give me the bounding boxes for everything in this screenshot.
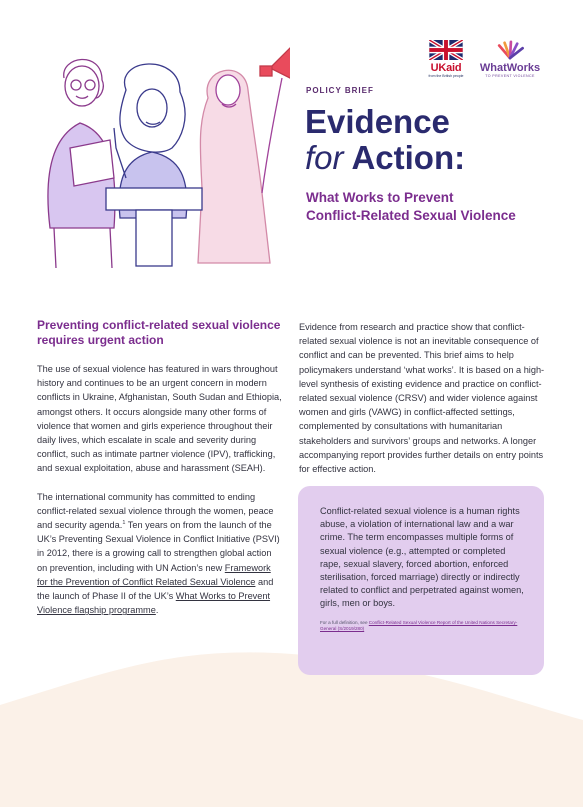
framework-link[interactable]: Framework for the Prevention of Conflict Related Sexual Violence <box>37 562 271 587</box>
union-jack-icon <box>429 40 463 60</box>
commitment-text-a: The international community has committed to ending conflict-related sexual violence through the women, peace and security agenda. <box>37 491 274 531</box>
subtitle-line-1: What Works to Prevent <box>306 190 454 205</box>
page-subtitle <box>306 189 556 225</box>
whatworks-tagline: TO PREVENT VIOLENCE <box>485 74 535 78</box>
title-action: Action: <box>351 139 466 176</box>
whatworks-programme-link[interactable]: What Works to Prevent Violence flagship programme <box>37 591 271 616</box>
definition-callout <box>298 486 544 675</box>
title-line-1: Evidence <box>305 103 450 140</box>
whatworks-logo <box>472 40 548 79</box>
title-line-2 <box>305 140 465 176</box>
page-title <box>305 104 465 176</box>
callout-footnote <box>320 620 524 632</box>
ukaid-name: UKaid <box>430 62 462 74</box>
ukaid-logo <box>428 40 464 79</box>
commitment-text-d: . <box>155 605 159 616</box>
woman-with-megaphone <box>198 46 290 263</box>
commitment-paragraph <box>37 490 282 618</box>
ukaid-tagline: from the British people <box>428 74 464 78</box>
evidence-paragraph: Evidence from research and practice show that conflict-related sexual violence is not an inevitable consequence of conflict and can be prevented. This brief aims to help policymakers understand ‘what works’. It is based on a high-level synthesis of existing evidence and practice on conflict-related sexual violence (CRSV) and wider violence against women and girls (VAWG) in conflict-affected settings, complemented by consultations with humanitarian stakeholders and survivors’ groups and networks. A longer accompanying report provides further details on entry points for effective action. <box>299 322 545 475</box>
commitment-text-b: Ten years on from the launch of the UK’s Preventing Sexual Violence in Conflict Initiative (PSVI) in 2012, there is a growing call to strengthen global action on prevention, including with UN Action’s new <box>37 520 280 573</box>
document-type-label: POLICY BRIEF <box>306 86 374 95</box>
whatworks-sunburst-icon <box>492 40 528 60</box>
women-activists-illustration <box>30 28 290 268</box>
commitment-text-c: and the launch of Phase II of the UK’s <box>37 576 274 602</box>
right-column <box>299 320 545 476</box>
un-report-link[interactable]: Conflict-Related Sexual Violence Report of the United Nations Secretary-General (S/2019/280) <box>320 619 518 631</box>
podium <box>106 188 202 266</box>
intro-paragraph: The use of sexual violence has featured in wars throughout history and continues to be an urgent concern in modern conflicts in Ukraine, Afghanistan, South Sudan and Ethiopia, amongst others. It occurs alongside many other forms of violence that women and girls experience throughout their daily lives, which escalate in scale and severity during conflict, such as intimate partner violence (IPV), trafficking, and sexual exploitation, abuse and harassment (SEAH). <box>37 364 282 474</box>
callout-note-prefix: For a full definition, see <box>320 619 369 625</box>
subtitle-line-2: Conflict-Related Sexual Violence <box>306 208 516 223</box>
footnote-marker[interactable]: 1 <box>122 519 126 526</box>
callout-text: Conflict-related sexual violence is a human rights abuse, a violation of international law and a war crime. The term encompasses multiple forms of sexual violence (e.g., attempted or completed rape, sexual slavery, forced abortion, enforced sterilisation, forced marriage) directly or indirectly related to conflict and perpetrated against women, girls, men or boys. <box>320 506 524 609</box>
whatworks-name: WhatWorks <box>479 62 541 74</box>
woman-with-glasses <box>48 59 115 268</box>
left-column <box>37 318 282 617</box>
section-heading: Preventing conflict-related sexual violence requires urgent action <box>37 318 281 347</box>
title-for: for <box>305 139 344 176</box>
partner-logos <box>428 40 548 80</box>
